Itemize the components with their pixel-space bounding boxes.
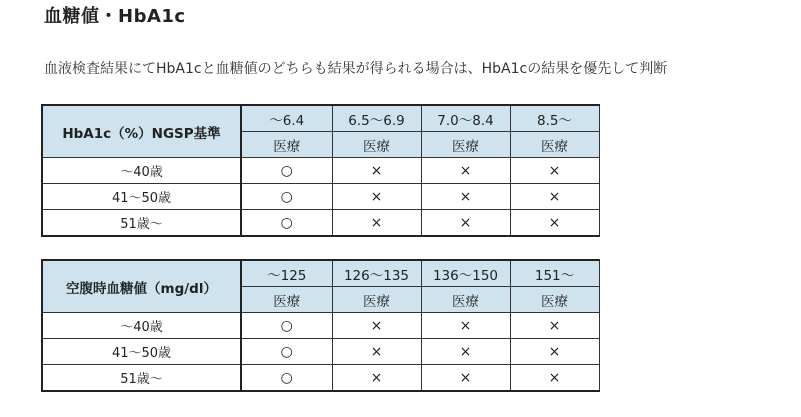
- table-cell: ×: [510, 365, 599, 392]
- table-cell: ○: [241, 158, 332, 184]
- row-label: 41〜50歳: [42, 339, 241, 365]
- table-row: [42, 184, 599, 210]
- table-cell: ×: [421, 184, 510, 210]
- table-cell: ×: [332, 339, 421, 365]
- column-header: 7.0〜8.4: [421, 105, 510, 132]
- table-cell: ×: [421, 339, 510, 365]
- column-subheader: 医療: [421, 287, 510, 313]
- table-cell: ×: [332, 184, 421, 210]
- table-cell: ×: [510, 313, 599, 339]
- table-row: [42, 339, 599, 365]
- column-header: 136〜150: [421, 260, 510, 287]
- table-cell: ×: [421, 158, 510, 184]
- table-cell: ○: [241, 184, 332, 210]
- table-cell: ×: [421, 313, 510, 339]
- table-cell: ×: [421, 210, 510, 237]
- table-cell: ×: [421, 365, 510, 392]
- row-label: 〜40歳: [42, 313, 241, 339]
- column-header: 〜125: [241, 260, 332, 287]
- table-cell: ×: [510, 339, 599, 365]
- table-cell: ×: [332, 158, 421, 184]
- table-cell: ○: [241, 339, 332, 365]
- table-row: [42, 210, 599, 237]
- column-subheader: 医療: [510, 132, 599, 158]
- table-header-label: 空腹時血糖値（mg/dl）: [42, 260, 241, 313]
- column-header: 8.5〜: [510, 105, 599, 132]
- column-subheader: 医療: [510, 287, 599, 313]
- row-label: 〜40歳: [42, 158, 241, 184]
- table-cell: ×: [332, 365, 421, 392]
- table-cell: ×: [510, 158, 599, 184]
- table-cell: ×: [510, 184, 599, 210]
- table-header-label: HbA1c（%）NGSP基準: [42, 105, 241, 158]
- table-row: [42, 313, 599, 339]
- table-cell: ○: [241, 365, 332, 392]
- table-cell: ×: [510, 210, 599, 237]
- table-cell: ×: [332, 313, 421, 339]
- table-row: [42, 158, 599, 184]
- column-subheader: 医療: [332, 287, 421, 313]
- table-cell: ○: [241, 313, 332, 339]
- table-row: [42, 365, 599, 392]
- column-subheader: 医療: [241, 287, 332, 313]
- page-description: 血液検査結果にてHbA1cと血糖値のどちらも結果が得られる場合は、HbA1cの結果を優先して判断: [44, 61, 668, 77]
- column-header: 151〜: [510, 260, 599, 287]
- table-cell: ×: [332, 210, 421, 237]
- row-label: 51歳〜: [42, 365, 241, 392]
- column-subheader: 医療: [421, 132, 510, 158]
- column-header: 6.5〜6.9: [332, 105, 421, 132]
- column-header: 〜6.4: [241, 105, 332, 132]
- row-label: 41〜50歳: [42, 184, 241, 210]
- column-subheader: 医療: [332, 132, 421, 158]
- row-label: 51歳〜: [42, 210, 241, 237]
- glucose-criteria-table: [41, 259, 600, 392]
- page-title: 血糖値・HbA1c: [44, 6, 186, 27]
- column-subheader: 医療: [241, 132, 332, 158]
- table-cell: ○: [241, 210, 332, 237]
- column-header: 126〜135: [332, 260, 421, 287]
- hba1c-criteria-table: [41, 104, 600, 237]
